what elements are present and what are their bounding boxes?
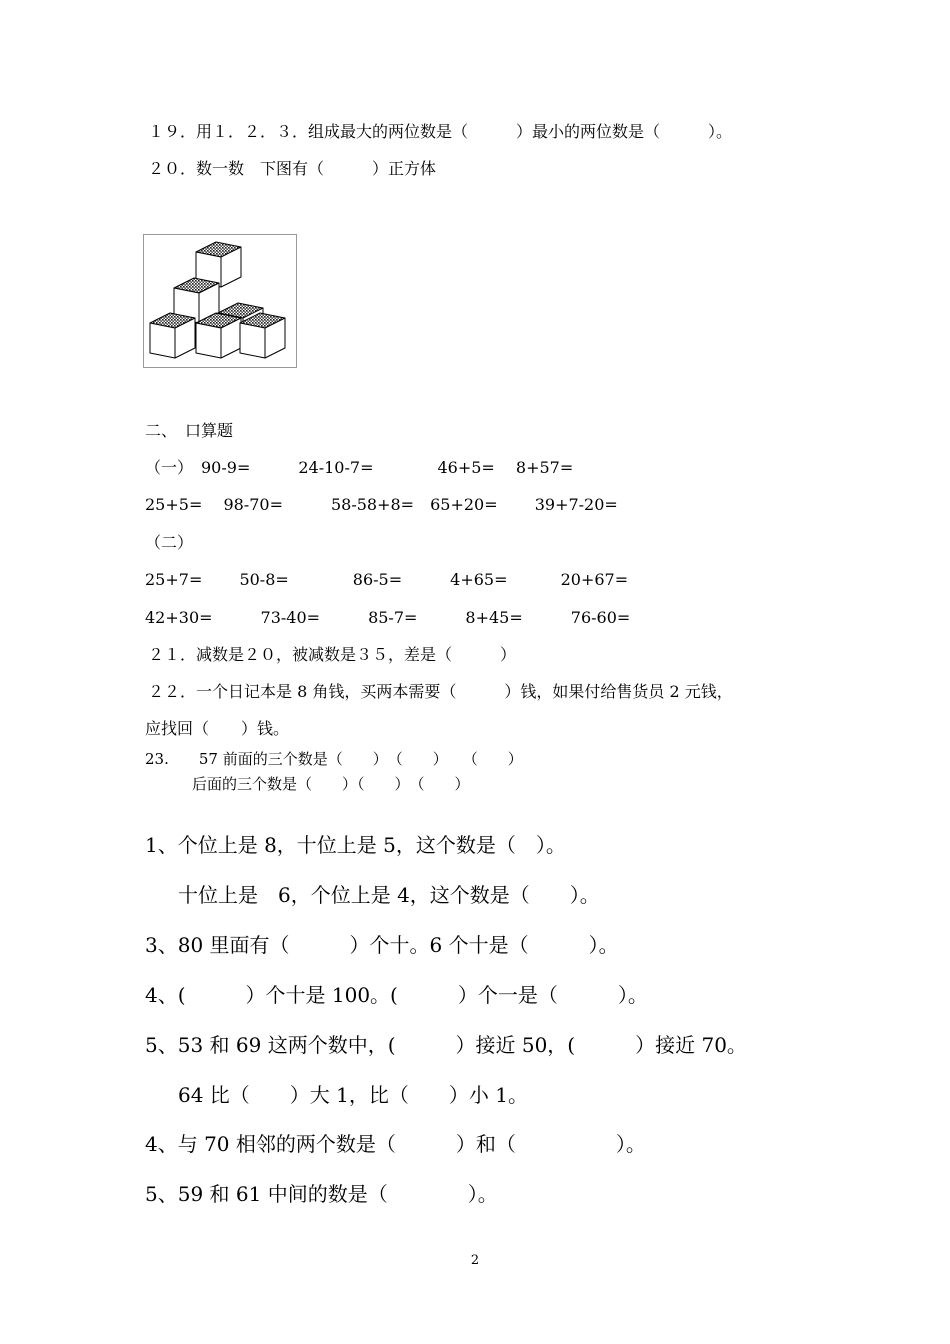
- fill-in-question: 4、与 70 相邻的两个数是（ ）和（ ）。: [145, 1132, 646, 1156]
- fill-in-question: 1、个位上是 8，十位上是 5，这个数是（ ）。: [145, 833, 566, 857]
- cube-figure: [143, 234, 297, 368]
- cube-bottom-center: [196, 313, 241, 358]
- arithmetic-row: 42+30= 73-40= 85-7= 8+45= 76-60=: [145, 608, 631, 627]
- question-23-continued: 后面的三个数是（ ）（ ） （ ）: [192, 775, 470, 793]
- question-22-continued: 应找回（ ）钱。: [145, 719, 290, 738]
- arithmetic-row: （一） 90-9= 24-10-7= 46+5= 8+57=: [145, 458, 574, 477]
- part-label: （二）: [145, 533, 194, 552]
- page-number: 2: [470, 1253, 480, 1268]
- question-19: １９．用１．２．３．组成最大的两位数是（ ）最小的两位数是（ ）。: [148, 122, 733, 141]
- fill-in-question: 4、( ）个十是 100。( ）个一是（ ）。: [145, 983, 648, 1007]
- section-heading: 二、 口算题: [145, 421, 234, 440]
- cube-bottom-right: [240, 313, 285, 358]
- fill-in-question: 64 比（ ）大 1，比（ ）小 1。: [178, 1083, 528, 1107]
- question-20: ２０．数一数 下图有（ ）正方体: [148, 159, 437, 178]
- fill-in-question: 十位上是 6，个位上是 4，这个数是（ ）。: [178, 883, 600, 907]
- fill-in-question: 3、80 里面有（ ）个十。6 个十是（ ）。: [145, 933, 619, 957]
- question-21: ２１．减数是２０，被减数是３５，差是（ ）: [148, 645, 517, 664]
- arithmetic-row: 25+7= 50-8= 86-5= 4+65= 20+67=: [145, 570, 629, 589]
- fill-in-question: 5、59 和 61 中间的数是（ ）。: [145, 1182, 498, 1206]
- arithmetic-row: 25+5= 98-70= 58-58+8= 65+20= 39+7-20=: [145, 495, 618, 514]
- cube-bottom-left: [150, 313, 195, 358]
- cubes-illustration: [144, 235, 296, 367]
- fill-in-question: 5、53 和 69 这两个数中，( ）接近 50，( ）接近 70。: [145, 1033, 747, 1057]
- question-22: ２２．一个日记本是 8 角钱，买两本需要（ ）钱，如果付给售货员 2 元钱，: [148, 682, 733, 701]
- question-23: 23. 57 前面的三个数是（ ） （ ） （ ）: [145, 750, 523, 768]
